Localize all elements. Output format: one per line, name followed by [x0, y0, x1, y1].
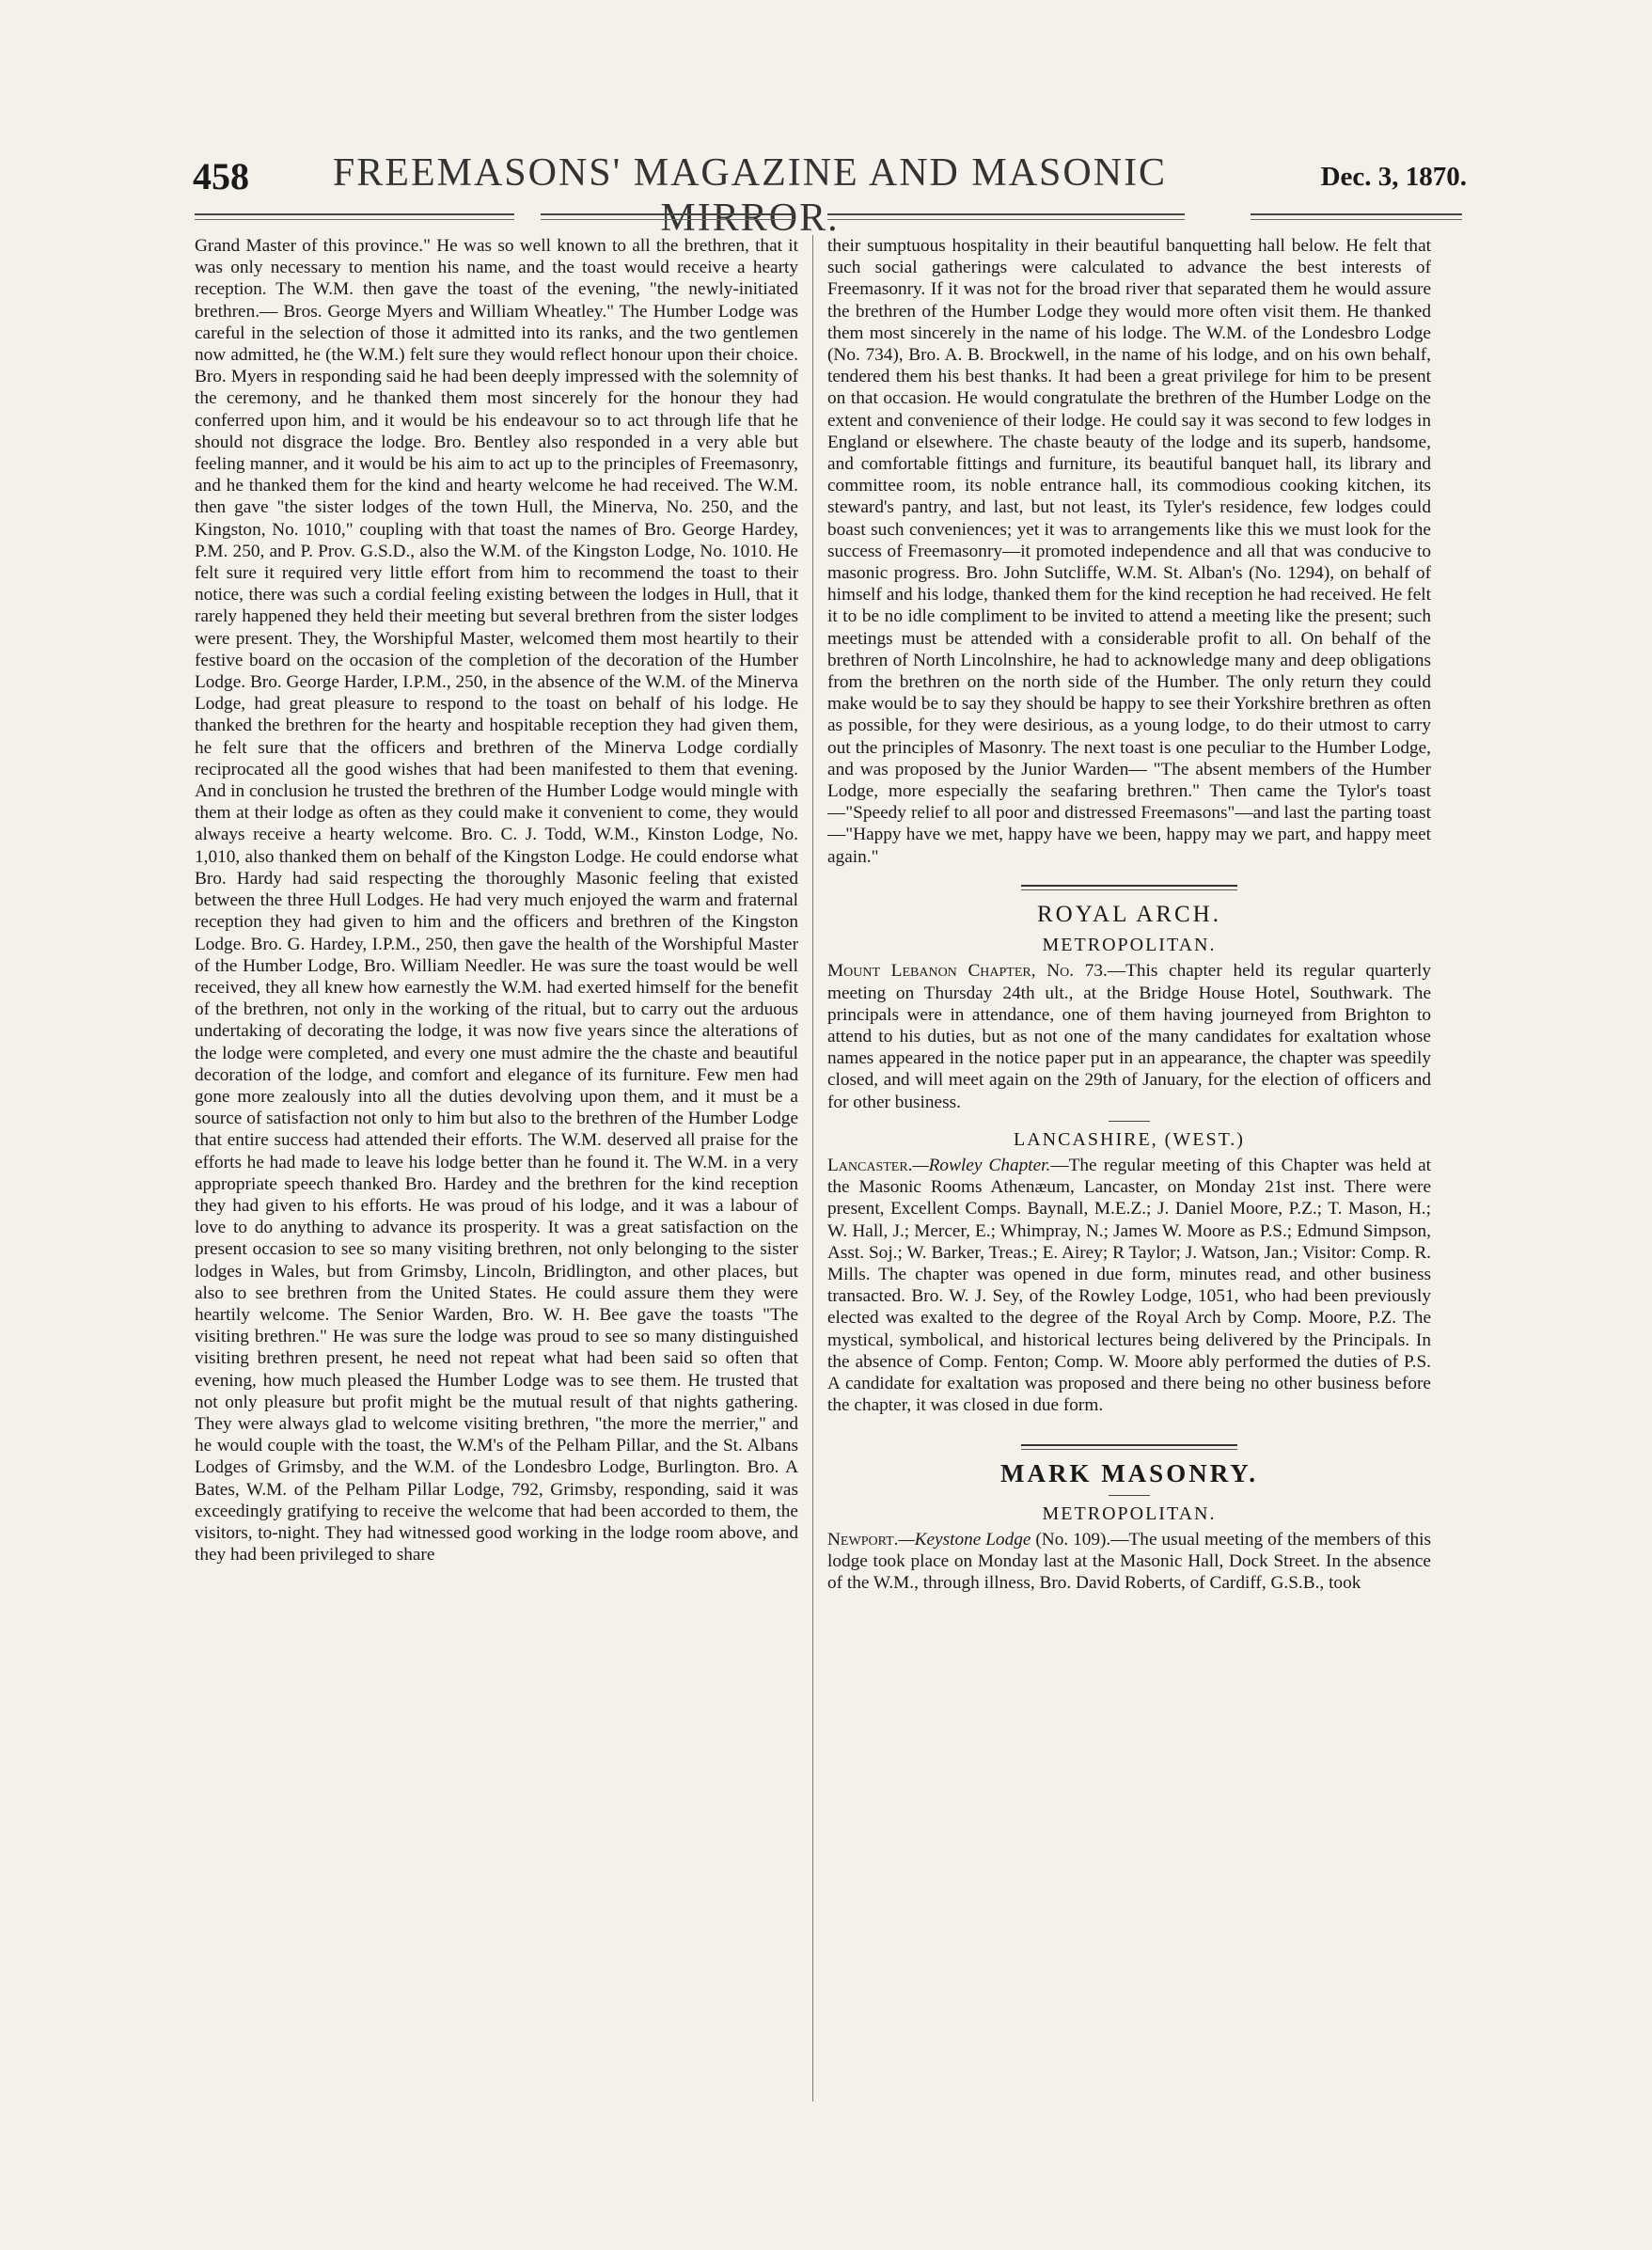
column-divider — [812, 235, 813, 2101]
section-rule — [1021, 885, 1237, 890]
lancashire-report — [827, 1155, 1431, 1416]
royal-arch-metropolitan-report — [827, 960, 1431, 1112]
mount-lebanon-text: —This chapter held its regular quarterly meeting on Thursday 24th ult., at the Bridge House Hotel, Southwark. The principals were in attendance, one of them having journeyed from Brighton to attend to his duties, but as not one of the many candidates for exaltation whose names appeared in the notice paper put in an appearance, the chapter was speedily closed, and will meet again on the 29th of January, for the election of officers and for other business. — [827, 961, 1431, 1112]
short-rule — [1109, 1121, 1150, 1122]
short-rule — [1109, 1495, 1150, 1496]
left-column-text: Grand Master of this province." He was so well known to all the brethren, that it was only necessary to mention his name, and the toast would receive a hearty reception. The W.M. then gave the toast of the evening, "the newly-initiated brethren.— Bros. George Myers and William Wheatley." The Humber Lodge was careful in the selection of those it admitted into its ranks, and the two gentlemen now admitted, he (the W.M.) felt sure they would reflect honour upon their choice. Bro. Myers in responding said he had been deeply impressed with the solemnity of the ceremony, and he thanked them most sincerely for the honour they had conferred upon him, and it would be his endeavour so to act through life that he should not disgrace the lodge. Bro. Bentley also responded in a very able but feeling manner, and it would be his aim to act up to the principles of Freemasonry, and he thanked them for the kind and hearty welcome he had received. The W.M. then gave "the sister lodges of the town Hull, the Minerva, No. 250, and the Kingston, No. 1010," coupling with that toast the names of Bro. George Hardey, P.M. 250, and P. Prov. G.S.D., also the W.M. of the Kingston Lodge, No. 1010. He felt sure it required very little effort from him to recommend the toast to their notice, there was such a cordial feeling existing between the lodges in Hull, that it rarely happened they held their meeting but several brethren from the sister lodges were present. They, the Worshipful Master, welcomed them most heartily to their festive board on the occasion of the completion of the decoration of the Humber Lodge. Bro. George Harder, I.P.M., 250, in the absence of the W.M. of the Minerva Lodge, had great pleasure to respond to the toast on behalf of his lodge. He thanked the brethren for the hearty and hospitable reception they had given them, he felt sure that the officers and brethren of the Minerva Lodge cordially reciprocated all the good wishes that had been manifested to them that evening. And in conclusion he trusted the brethren of the Humber Lodge would mingle with them at their lodge as often as they could make it convenient to come, they would always receive a hearty welcome. Bro. C. J. Todd, W.M., Kinston Lodge, No. 1,010, also thanked them on behalf of the Kingston Lodge. He could endorse what Bro. Hardy had said respecting the thoroughly Masonic feeling that existed between the three Hull Lodges. He had very much enjoyed the warm and fraternal reception they had given to him and the officers and brethren of the Kingston Lodge. Bro. G. Hardey, I.P.M., 250, then gave the health of the Worshipful Master of the Humber Lodge, Bro. William Needler. He was sure the toast would be well received, they all knew how earnestly the W.M. had exerted himself for the benefit of the brethren, not only in the working of the ritual, but to carry out the arduous undertaking of decorating the lodge, it was now five years since the alterations of the lodge were completed, and every one must admire the the chaste and beautiful decoration of the lodge, and comfort and elegance of its furniture. Few men had gone more zealously into all the duties devolving upon them, and it must be a source of satisfaction not only to him but also to the brethren of the Humber Lodge that entire success had attended their efforts. The W.M. deserved all praise for the efforts he had made to leave his lodge better than he found it. The W.M. in a very appropriate speech thanked Bro. Hardey and the brethren for the kind reception they had given to his efforts. He was proud of his lodge, and it was a labour of love to do anything to advance its prosperity. It was a great satisfaction on the present occasion to see so many visiting brethren, not only belonging to the sister lodges in Wales, but from Grimsby, Lincoln, Bridlington, and other places, but also to see brethren from the United States. He could assure them they were heartily welcome. The Senior Warden, Bro. W. H. Bee gave the toasts "The visiting brethren." He was sure the lodge was proud to see so many distinguished visiting brethren present, he need not repeat what had been said so often that evening, how much pleased the Humber Lodge was to see them. He trusted that not only pleasure but profit might be the mutual result of that nights gathering. They were always glad to welcome visiting brethren, "the more the merrier," and he would couple with the toast, the W.M's of the Pelham Pillar, and the St. Albans Lodges of Grimsby, and the W.M. of the Londesbro Lodge, Burlington. Bro. A Bates, W.M. of the Pelham Pillar Lodge, 792, Grimsby, responding, said it was exceedingly gratifying to receive the welcome that had been accorded to them, the visitors, to-night. They had witnessed good working in the lodge room above, and they had been privileged to share — [195, 236, 798, 1566]
header-rule-center-left — [541, 213, 795, 223]
page-number: 458 — [193, 155, 249, 197]
lancashire-heading: LANCASHIRE, (WEST.) — [1014, 1128, 1245, 1150]
lancaster-text: —The regular meeting of this Chapter was held at the Masonic Rooms Athenæum, Lancaster, on Monday 21st inst. There were present, Excellent Comps. Baynall, M.E.Z.; J. Daniel Moore, P.Z.; T. Mason, H.; W. Hall, J.; Mercer, E.; Whimpray, N.; James W. Moore as P.S.; Edmund Simpson, Asst. Soj.; W. Barker, Treas.; E. Airey; R Taylor; J. Watson, Jan.; Visitor: Comp. R. Mills. The chapter was opened in due form, minutes read, and other business transacted. Bro. W. J. Sey, of the Rowley Lodge, 1051, who had been previously elected was exalted to the degree of the Royal Arch by Comp. Moore, P.Z. The mystical, symbolical, and historical lectures being delivered by the Principals. In the absence of Comp. Fenton; Comp. W. Moore ably performed the duties of P.S. A candidate for exaltation was proposed and there being no other business before the chapter, it was closed in due form. — [827, 1155, 1431, 1416]
header-rule-left — [195, 213, 514, 223]
section-rule — [1021, 1444, 1237, 1450]
newport-lead: Newport. — [827, 1529, 899, 1550]
header-rule-right — [1251, 213, 1462, 223]
right-column — [827, 235, 1431, 2106]
newport-report — [827, 1529, 1431, 1595]
mount-lebanon-lead: Mount Lebanon Chapter, No. 73. — [827, 961, 1108, 982]
left-column — [195, 235, 798, 2101]
royal-arch-metropolitan-heading: METROPOLITAN. — [1042, 935, 1217, 956]
rowley-chapter-name: —Rowley Chapter. — [912, 1155, 1051, 1175]
masthead — [193, 150, 1467, 240]
right-column-continuation: their sumptuous hospitality in their beautiful banquetting hall below. He felt that such social gatherings were calculated to advance the best interests of Freemasonry. If it was not for the broad river that separated them he would assure the brethren of the Humber Lodge they would more often visit them. He thanked them most sincerely in the name of his lodge. The W.M. of the Londesbro Lodge (No. 734), Bro. A. B. Brockwell, in the name of his lodge, and on his own behalf, tendered them his best thanks. It had been a great privilege for him to be present on that occasion. He would congratulate the brethren of the Humber Lodge on the extent and convenience of their lodge. He could say it was second to few lodges in England or elsewhere. The chaste beauty of the lodge and its superb, handsome, and comfortable fittings and furniture, its beautiful banquet hall, its library and committee room, its noble entrance hall, its commodious cooking kitchen, its steward's pantry, and last, but not least, its Tyler's residence, few lodges could boast such conveniences; yet it was to arrangements like this we must look for the success of Freemasonry—it promoted independence and all that was conducive to masonic progress. Bro. John Sutcliffe, W.M. St. Alban's (No. 1294), on behalf of himself and his lodge, thanked them for the kind reception he had received. He felt it to be no idle compliment to be invited to attend a meeting like the present; such meetings must be attended with a considerable profit to all. On behalf of the brethren of North Lincolnshire, he had to acknowledge many and deep obligations from the brethren on the north side of the Humber. The only return they could make would be to say they should be happy to see their Yorkshire brethren as often as possible, for they were desirious, as a young lodge, to do their utmost to carry out the principles of Masonry. The next toast is one peculiar to the Humber Lodge, and was proposed by the Junior Warden— "The absent members of the Humber Lodge, more especially the seafaring brethren." Then came the Tylor's toast—"Speedy relief to all poor and distressed Freemasons"—and last the parting toast—"Happy have we met, happy have we been, happy may we part, and happy meet again." — [827, 236, 1431, 867]
mark-masonry-heading: MARK MASONRY. — [999, 1459, 1259, 1488]
lancaster-lead: Lancaster. — [827, 1155, 913, 1175]
keystone-lodge-name: —Keystone Lodge — [898, 1529, 1031, 1550]
royal-arch-heading: ROYAL ARCH. — [1037, 901, 1221, 927]
issue-date: Dec. 3, 1870. — [1320, 162, 1467, 192]
journal-title: FREEMASONS' MAGAZINE AND MASONIC MIRROR. — [332, 151, 1168, 240]
header-rule-center-right — [827, 213, 1185, 223]
newport-text: (No. 109).—The usual meeting of the members of this lodge took place on Monday last at the Masonic Hall, Dock Street. In the absence of the W.M., through illness, Bro. David Roberts, of Cardiff, G.S.B., took — [827, 1529, 1431, 1594]
mark-metropolitan-heading: METROPOLITAN. — [1042, 1503, 1217, 1524]
